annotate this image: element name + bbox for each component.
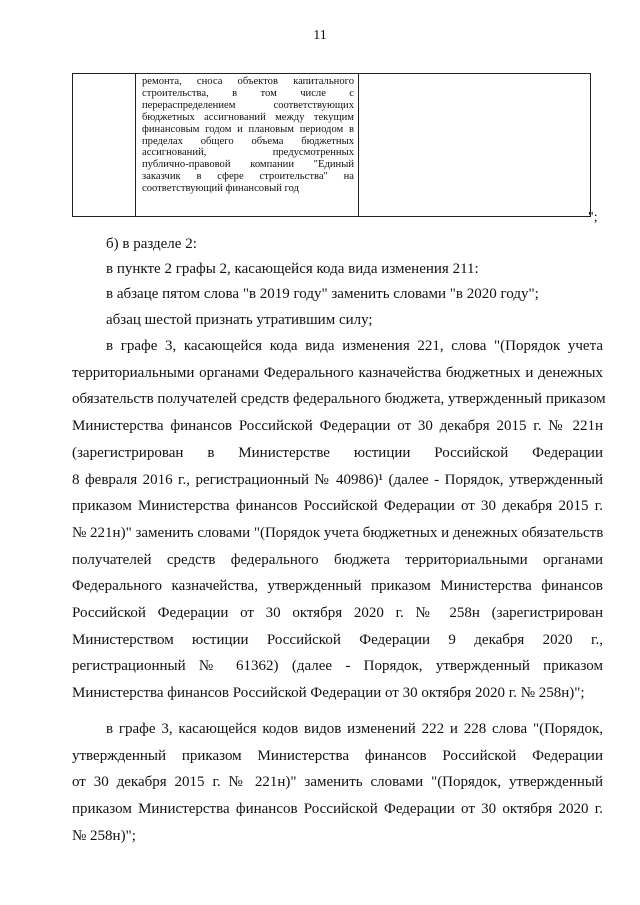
text-line: 8 февраля 2016 г., регистрационный № 40986)¹ (далее - Порядок, утвержденный bbox=[72, 471, 603, 488]
text-line: № 258н)"; bbox=[72, 827, 136, 844]
text-line: Министерства финансов Российской Федерации от 30 октября 2020 г. № 258н)"; bbox=[72, 685, 585, 702]
text-line: в графе 3, касающейся кодов видов изменений 222 и 228 слова "(Порядок, bbox=[106, 721, 603, 737]
text-line: утвержденный приказом Министерства финансов Российской Федерации bbox=[72, 747, 603, 764]
text-line: приказом Министерства финансов Российской Федерации от 30 октября 2020 г. bbox=[72, 801, 603, 818]
text-line: Федерального казначейства, утвержденный приказом Министерства финансов bbox=[72, 578, 603, 595]
paragraph-section-b: б) в разделе 2: bbox=[106, 236, 197, 252]
text-line: (зарегистрирован в Министерстве юстиции Российской Федерации bbox=[72, 444, 603, 461]
text-line: обязательств получателей средств федерального бюджета, утвержденный приказом bbox=[72, 391, 606, 408]
table-cell-empty-right bbox=[359, 74, 591, 217]
text-line: Министерством юстиции Российской Федерации 9 декабря 2020 г., bbox=[72, 631, 603, 648]
table-cell-line: публично-правовой компании "Единый bbox=[142, 159, 354, 171]
page-number: 11 bbox=[313, 28, 327, 43]
text-line: регистрационный № 61362) (далее - Порядок, утвержденный приказом bbox=[72, 658, 603, 675]
table-cell-line: перераспределением соответствующих bbox=[142, 99, 354, 111]
table-cell-line: строительства, в том числе с bbox=[142, 87, 354, 99]
paragraph-codes-222-228 bbox=[72, 716, 603, 850]
text-line: приказом Министерства финансов Российской Федерации от 30 декабря 2015 г. bbox=[72, 498, 603, 515]
continuation-table bbox=[72, 73, 591, 217]
table-cell-text bbox=[136, 74, 359, 217]
table-cell-paragraph bbox=[136, 74, 358, 195]
text-line: в графе 3, касающейся кода вида изменения 221, слова "(Порядок учета bbox=[106, 338, 603, 354]
paragraph-abzac-6: абзац шестой признать утратившим силу; bbox=[106, 312, 373, 328]
table-cell-empty-left bbox=[73, 74, 136, 217]
table-cell-line: ремонта, сноса объектов капитального bbox=[142, 76, 354, 87]
table-cell-line: заказчик в сфере строительства" на bbox=[142, 171, 354, 183]
paragraph-code-221 bbox=[72, 333, 606, 707]
table-cell-line: финансовым годом и плановым периодом в bbox=[142, 123, 354, 135]
text-line: Министерства финансов Российской Федерации от 30 декабря 2015 г. № 221н bbox=[72, 418, 603, 435]
table-row bbox=[73, 74, 591, 217]
text-line: территориальными органами Федерального казначейства бюджетных и денежных bbox=[72, 364, 603, 381]
paragraph-item-2: в пункте 2 графы 2, касающейся кода вида изменения 211: bbox=[106, 261, 479, 277]
table-cell-line: пределах общего объема бюджетных bbox=[142, 135, 354, 147]
table-cell-line: ассигнований, предусмотренных bbox=[142, 147, 354, 159]
paragraph-abzac-5: в абзаце пятом слова "в 2019 году" заменить словами "в 2020 году"; bbox=[106, 286, 539, 302]
text-line: № 221н)" заменить словами "(Порядок учета бюджетных и денежных обязательств bbox=[72, 524, 604, 541]
text-line: получателей средств федерального бюджета территориальными органами bbox=[72, 551, 603, 568]
text-line: Российской Федерации от 30 октября 2020 г. № 258н (зарегистрирован bbox=[72, 605, 603, 622]
closing-quote: "; bbox=[588, 210, 598, 225]
text-line: от 30 декабря 2015 г. № 221н)" заменить словами "(Порядок, утвержденный bbox=[72, 774, 603, 791]
table-cell-line: бюджетных ассигнований между текущим bbox=[142, 111, 354, 123]
table-cell-line: соответствующий финансовый год bbox=[142, 183, 299, 195]
